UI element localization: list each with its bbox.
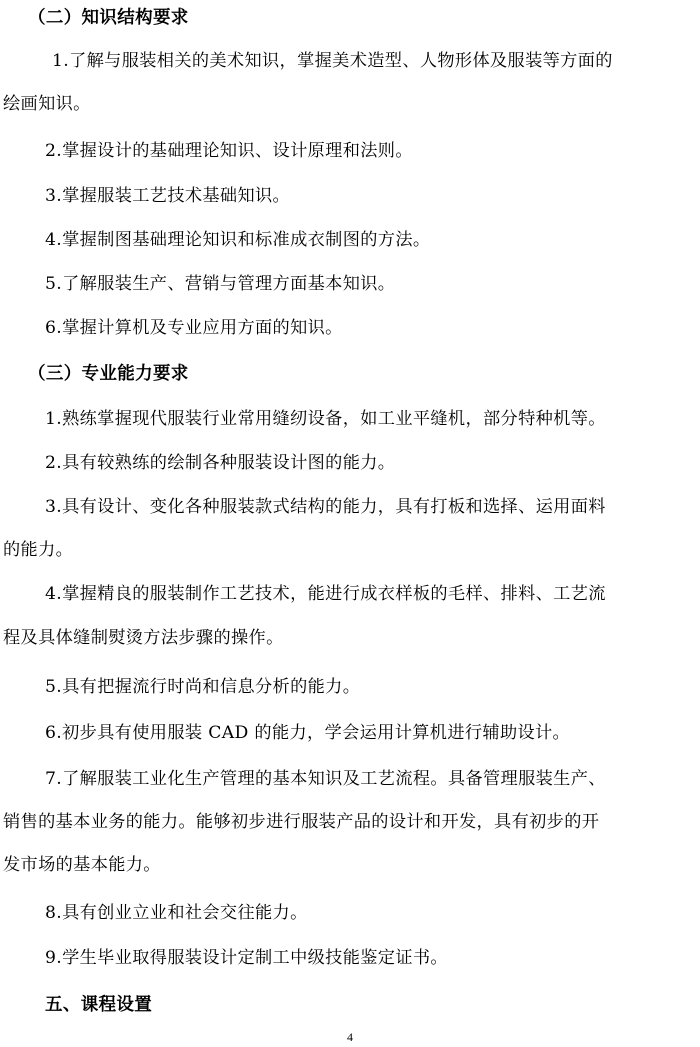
paragraph-line: 发市场的基本能力。 (3, 855, 161, 875)
paragraph-line: 6.掌握计算机及专业应用方面的知识。 (45, 318, 343, 338)
paragraph-line: 绘画知识。 (3, 94, 91, 114)
section-heading-knowledge: （二）知识结构要求 (28, 8, 189, 28)
paragraph-line: 4.掌握制图基础理论知识和标准成衣制图的方法。 (45, 230, 431, 250)
paragraph-line: 2.具有较熟练的绘制各种服装设计图的能力。 (45, 453, 396, 473)
paragraph-line: 1.了解与服装相关的美术知识，掌握美术造型、人物形体及服装等方面的 (52, 51, 613, 71)
paragraph-line: 程及具体缝制熨烫方法步骤的操作。 (3, 628, 284, 648)
paragraph-line: 的能力。 (3, 540, 74, 560)
paragraph-line: 1.熟练掌握现代服装行业常用缝纫设备，如工业平缝机，部分特种机等。 (45, 409, 606, 429)
paragraph-line: 8.具有创业立业和社会交往能力。 (45, 903, 308, 923)
paragraph-line: 3.掌握服装工艺技术基础知识。 (45, 186, 291, 206)
section-heading-courses: 五、课程设置 (45, 995, 153, 1015)
paragraph-line: 9.学生毕业取得服装设计定制工中级技能鉴定证书。 (45, 948, 448, 968)
paragraph-line: 5.了解服装生产、营销与管理方面基本知识。 (45, 274, 396, 294)
section-heading-ability: （三）专业能力要求 (28, 364, 189, 384)
paragraph-line: 3.具有设计、变化各种服装款式结构的能力，具有打板和选择、运用面料 (45, 497, 606, 517)
paragraph-line: 7.了解服装工业化生产管理的基本知识及工艺流程。具备管理服装生产、 (45, 769, 606, 789)
paragraph-line: 销售的基本业务的能力。能够初步进行服装产品的设计和开发，具有初步的开 (3, 812, 600, 832)
paragraph-line: 4.掌握精良的服装制作工艺技术，能进行成衣样板的毛样、排料、工艺流 (45, 584, 606, 604)
page-number: 4 (347, 1030, 353, 1044)
paragraph-line: 5.具有把握流行时尚和信息分析的能力。 (45, 677, 361, 697)
paragraph-line: 2.掌握设计的基础理论知识、设计原理和法则。 (45, 141, 413, 161)
paragraph-line: 6.初步具有使用服装 CAD 的能力，学会运用计算机进行辅助设计。 (45, 723, 571, 743)
